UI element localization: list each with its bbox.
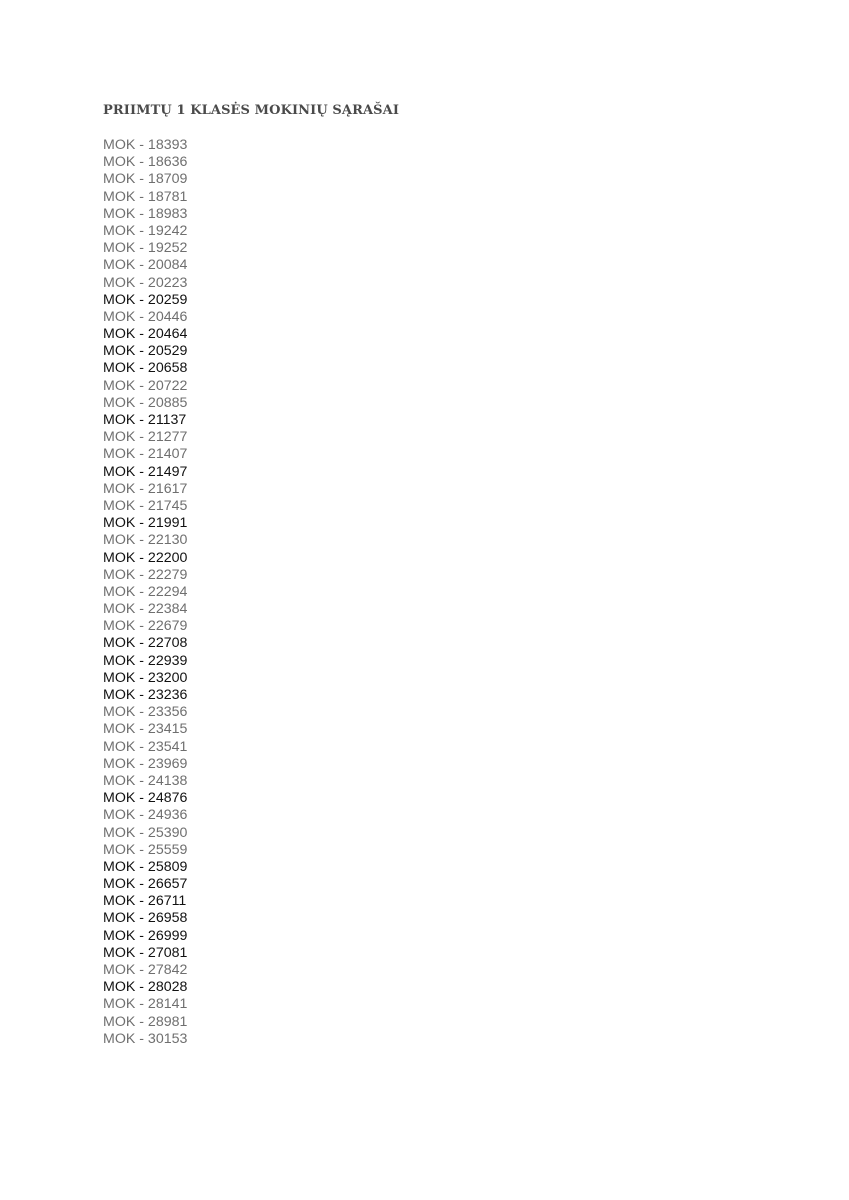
student-code-item: MOK - 18983	[103, 205, 188, 222]
student-code-item: MOK - 27842	[103, 962, 188, 978]
student-code-item: MOK - 20223	[103, 274, 188, 291]
student-code-item: MOK - 20722	[103, 377, 188, 394]
student-code-item: MOK - 21137	[103, 412, 187, 428]
student-code-item: MOK - 25559	[103, 841, 188, 858]
student-code-item: MOK - 20658	[103, 360, 188, 377]
student-code-item: MOK - 21991	[103, 515, 188, 532]
student-code-item: MOK - 23200	[103, 669, 188, 686]
student-code-item: MOK - 19242	[103, 222, 188, 239]
student-code-item: MOK - 24138	[103, 772, 188, 789]
student-code-item: MOK - 26958	[103, 910, 188, 927]
student-code-item: MOK - 22939	[103, 652, 188, 669]
student-code-item: MOK - 22130	[103, 532, 188, 549]
student-code-item: MOK - 21617	[103, 480, 188, 497]
student-code-list	[103, 137, 187, 1048]
student-code-item: MOK - 23415	[103, 721, 188, 738]
student-code-item: MOK - 30153	[103, 1030, 188, 1047]
student-code-item: MOK - 18636	[103, 154, 188, 171]
student-code-item: MOK - 25390	[103, 824, 188, 841]
student-code-item: MOK - 23541	[103, 738, 188, 755]
student-code-item: MOK - 26711	[103, 893, 187, 910]
student-code-item: MOK - 21497	[103, 463, 188, 480]
student-code-item: MOK - 18781	[103, 188, 188, 205]
student-code-item: MOK - 28141	[103, 996, 188, 1013]
student-code-item: MOK - 22708	[103, 635, 188, 652]
student-code-item: MOK - 22294	[103, 583, 188, 600]
student-code-item: MOK - 21277	[103, 429, 188, 446]
student-code-item: MOK - 21407	[103, 446, 188, 463]
student-code-item: MOK - 23969	[103, 755, 188, 772]
document-title: PRIIMTŲ 1 KLASĖS MOKINIŲ SĄRAŠAI	[103, 103, 400, 118]
student-code-item: MOK - 20259	[103, 291, 188, 308]
student-code-item: MOK - 20464	[103, 326, 188, 343]
student-code-item: MOK - 20529	[103, 343, 188, 360]
student-code-item: MOK - 23236	[103, 687, 188, 703]
student-code-item: MOK - 22679	[103, 618, 188, 635]
student-code-item: MOK - 22384	[103, 601, 188, 618]
student-code-item: MOK - 24936	[103, 807, 188, 824]
student-code-item: MOK - 23356	[103, 704, 188, 721]
student-code-item: MOK - 24876	[103, 790, 188, 807]
student-code-item: MOK - 18393	[103, 137, 188, 153]
student-code-item: MOK - 18709	[103, 171, 188, 188]
student-code-item: MOK - 19252	[103, 240, 188, 257]
student-code-item: MOK - 21745	[103, 497, 188, 514]
student-code-item: MOK - 20084	[103, 257, 188, 274]
student-code-item: MOK - 28981	[103, 1013, 188, 1030]
student-code-item: MOK - 26999	[103, 927, 188, 944]
student-code-item: MOK - 28028	[103, 979, 188, 996]
student-code-item: MOK - 26657	[103, 876, 188, 893]
student-code-item: MOK - 25809	[103, 858, 188, 875]
student-code-item: MOK - 22200	[103, 549, 188, 566]
student-code-item: MOK - 20446	[103, 308, 188, 325]
student-code-item: MOK - 27081	[103, 944, 188, 961]
student-code-item: MOK - 20885	[103, 394, 188, 411]
student-code-item: MOK - 22279	[103, 566, 188, 583]
